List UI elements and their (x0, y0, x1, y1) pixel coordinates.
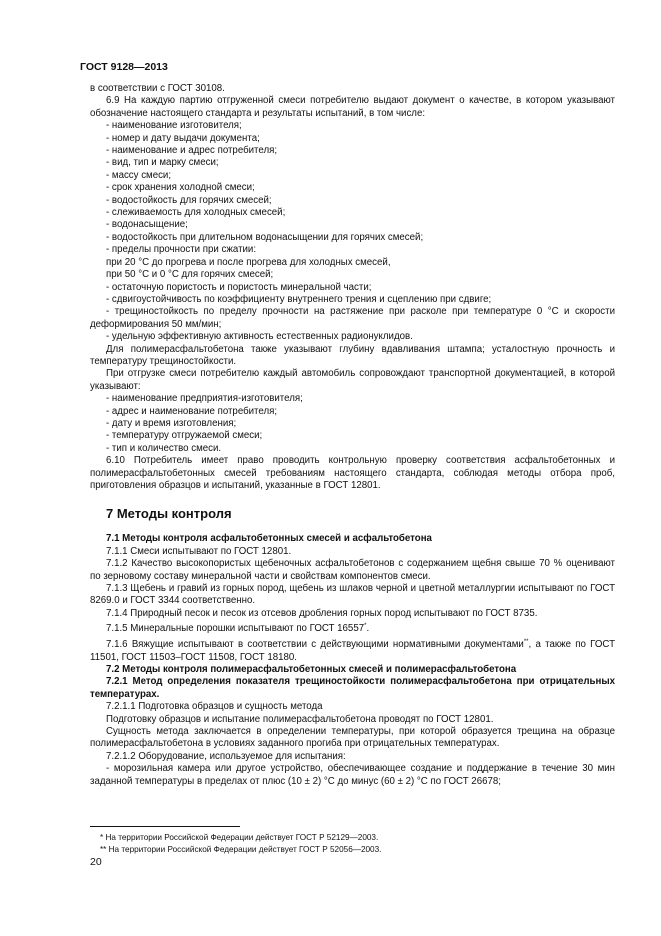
paragraph: 7.2.1.1 Подготовка образцов и сущность метода (106, 701, 323, 713)
list-item: - морозильная камера или другое устройство, обеспечивающее создание и поддержание в течение 30 мин заданной температуры в пределах от плюс (10 ± 2) °С до минус (60 ± 2) °С по ГОСТ 26678; (90, 763, 615, 787)
footnote-ref: ** (523, 638, 529, 645)
paragraph-6-10: 6.10 Потребитель имеет право проводить контрольную проверку соответствия асфальтобетонных и полимерасфальтобетонных смесей требованиям настоящего стандарта, соблюдая методы отбора проб, приготовления образцов и испытаний, указанные в ГОСТ 12801. (90, 455, 615, 491)
subsection-heading: 7.2 Методы контроля полимерасфальтобетонных смесей и полимерасфальтобетона (106, 663, 517, 675)
subsection-heading: 7.1 Методы контроля асфальтобетонных смесей и асфальтобетона (106, 533, 432, 545)
list-item: - температуру отгружаемой смеси; (106, 430, 263, 442)
paragraph: 7.1.3 Щебень и гравий из горных пород, щебень из шлаков черной и цветной металлургии испытывают по ГОСТ 8269.0 и ГОСТ 3344 соответственно. (90, 583, 615, 607)
subsection-heading: 7.2.1 Метод определения показателя трещиностойкости полимерасфальтобетона при отрицательных температурах. (90, 676, 615, 700)
paragraph: 7.1.2 Качество высокопористых щебеночных асфальтобетонов с содержанием щебня свыше 70 % оценивают по зерновому составу минеральной части и свойствам компонентов смеси. (90, 558, 615, 582)
paragraph (90, 636, 615, 664)
paragraph-text: 7.1.5 Минеральные порошки испытывают по ГОСТ 16557 (106, 623, 365, 635)
footnote-1: * На территории Российской Федерации действует ГОСТ Р 52129—2003. (100, 833, 379, 842)
list-item: - массу смеси; (106, 169, 172, 181)
list-item: - водонасыщение; (106, 219, 188, 231)
paragraph: 7.1.1 Смеси испытывают по ГОСТ 12801. (106, 545, 292, 557)
paragraph-text: 7.1.6 Вяжущие испытывают в соответствии с действующими нормативными документами (106, 639, 524, 651)
paragraph-end: , а также по ГОСТ 11501, ГОСТ 11503–ГОСТ 11508, ГОСТ 18180. (90, 639, 615, 663)
list-item: при 50 °С и 0 °С для горячих смесей; (106, 269, 274, 281)
paragraph: Подготовку образцов и испытание полимерасфальтобетона проводят по ГОСТ 12801. (106, 713, 494, 725)
list-item: - удельную эффективную активность естественных радионуклидов. (106, 331, 413, 343)
paragraph: Сущность метода заключается в определении температуры, при которой образуется трещина на образце полимерасфальтобетона в условиях заданного прогиба при отрицательных температурах. (90, 725, 615, 750)
document-header: ГОСТ 9128—2013 (80, 61, 168, 73)
list-item: - тип и количество смеси. (106, 442, 222, 454)
list-item: - наименование изготовителя; (106, 120, 242, 132)
page-number: 20 (90, 856, 102, 868)
list-item: - пределы прочности при сжатии: (106, 244, 257, 256)
paragraph-end: . (366, 623, 370, 635)
paragraph: 7.1.4 Природный песок и песок из отсевов дробления горных пород испытывают по ГОСТ 8735. (106, 607, 538, 619)
paragraph: в соответствии с ГОСТ 30108. (90, 83, 225, 94)
list-item: - наименование предприятия-изготовителя; (106, 393, 303, 405)
list-item: - наименование и адрес потребителя; (106, 145, 278, 157)
body-text (90, 83, 615, 788)
list-item: - адрес и наименование потребителя; (106, 405, 278, 417)
list-item: - водостойкость при длительном водонасыщении для горячих смесей; (106, 231, 424, 243)
list-item: - дату и время изготовления; (106, 417, 237, 429)
footnote-divider (90, 826, 240, 827)
list-item: при 20 °С до прогрева и после прогрева для холодных смесей, (106, 256, 391, 268)
paragraph-6-9: 6.9 На каждую партию отгруженной смеси потребителю выдают документ о качестве, в котором указывают обозначение настоящего стандарта и результаты испытаний, в том числе: (90, 95, 615, 119)
footnote-ref: * (364, 623, 367, 630)
list-item: - номер и дату выдачи документа; (106, 132, 260, 144)
list-item: - трещиностойкость по пределу прочности на растяжение при расколе при температуре 0 °С и скорости деформирования 50 мм/мин; (90, 306, 615, 330)
list-item: - водостойкость для горячих смесей; (106, 194, 272, 206)
list-item: - срок хранения холодной смеси; (106, 182, 255, 194)
list-item: - сдвигоустойчивость по коэффициенту внутреннего трения и сцеплению при сдвиге; (106, 293, 492, 305)
footnote-2: ** На территории Российской Федерации действует ГОСТ Р 52056—2003. (100, 845, 382, 854)
paragraph: Для полимерасфальтобетона также указывают глубину вдавливания штампа; усталостную прочность и температуру трещиностойкости. (90, 343, 615, 367)
section-heading: 7 Методы контроля (106, 506, 232, 522)
list-item: - вид, тип и марку смеси; (106, 157, 219, 169)
paragraph: При отгрузке смеси потребителю каждый автомобиль сопровождают транспортной документацией, в которой указывают: (90, 368, 615, 392)
paragraph (90, 620, 615, 636)
list-item: - слеживаемость для холодных смесей; (106, 207, 286, 219)
list-item: - остаточную пористость и пористость минеральной части; (106, 281, 372, 293)
paragraph: 7.2.1.2 Оборудование, используемое для испытания: (106, 750, 346, 762)
